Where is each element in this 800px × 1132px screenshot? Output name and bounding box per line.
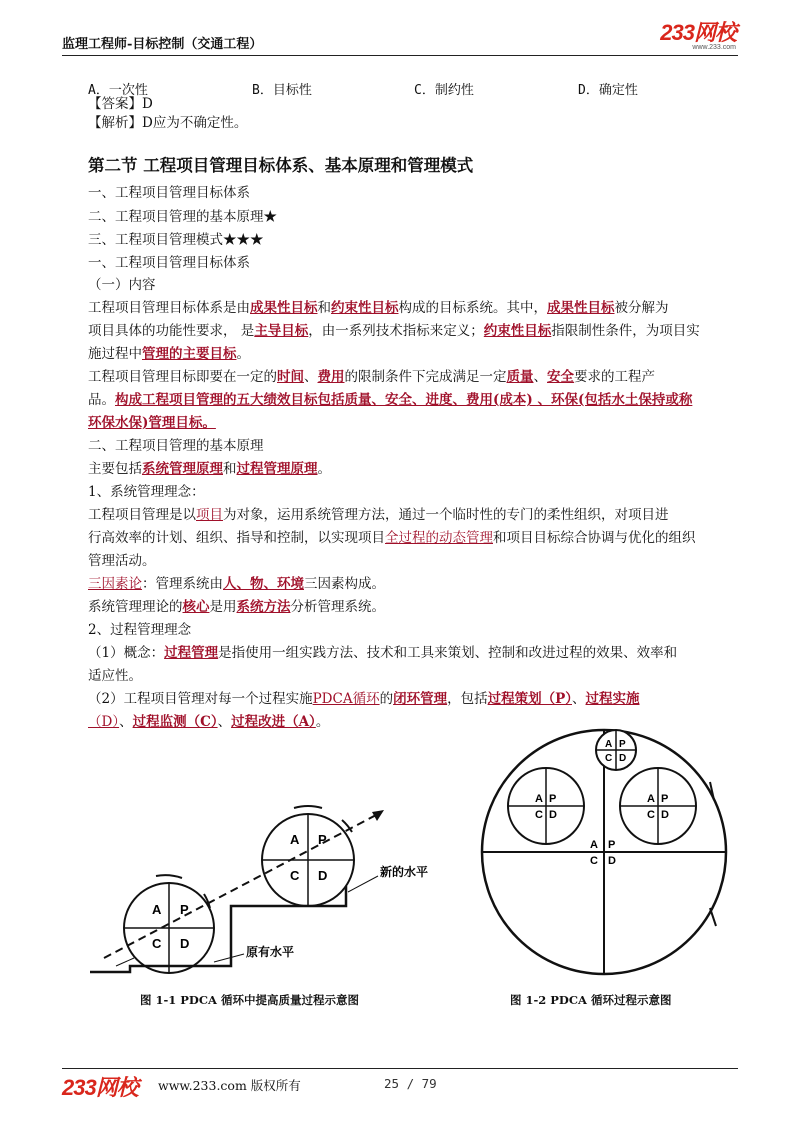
para-8-line-2: （D）、过程监测（C）、过程改进（A）。 [88,714,330,730]
option-c: C．制约性 [414,83,474,98]
para-6: 系统管理理论的核心是用系统方法分析管理系统。 [88,599,385,615]
center-label-d: D [608,855,616,867]
para-4-line-3: 管理活动。 [88,553,156,569]
subheading-1: 一、工程项目管理目标体系 [88,255,250,271]
center-label-a: A [590,839,598,851]
para-4-line-1: 工程项目管理是以项目为对象，运用系统管理方法，通过一个临时性的专门的柔性组织，对项目进 [88,507,669,523]
right-label-d: D [661,809,669,821]
para-8-line-1: （2）工程项目管理对每一个过程实施PDCA循环的闭环管理，包括过程策划（P）、过程实施 [88,691,640,707]
right-label-c: C [647,809,655,821]
upper-label-d: D [318,868,328,883]
header-divider [62,55,738,56]
outline-item-1: 一、工程项目管理目标体系 [88,185,250,201]
new-level-label: 新的水平 [380,865,429,879]
left-label-c: C [535,809,543,821]
outline-item-2: 二、工程项目管理的基本原理★ [88,209,277,225]
logo-url: www.233.com [692,44,736,51]
answer: 【答案】D [88,96,153,112]
right-label-p: P [661,793,669,805]
footer-copyright: www.233.com 版权所有 [158,1078,301,1093]
header-title: 监理工程师-目标控制（交通工程） [62,37,263,52]
small-label-d: D [619,753,627,764]
para-3: 主要包括系统管理原理和过程管理原理。 [88,461,331,477]
old-level-label: 原有水平 [246,945,295,959]
lower-label-d: D [180,936,190,951]
small-label-p: P [619,739,626,750]
figure-pdca-cycle [478,722,728,982]
subheading-system: 1、系统管理理念： [88,484,205,500]
para-2-line-1: 工程项目管理目标即要在一定的时间、费用的限制条件下完成满足一定质量、安全要求的工程产 [88,369,655,385]
para-1-line-3: 施过程中管理的主要目标。 [88,346,250,362]
left-label-d: D [549,809,557,821]
left-label-p: P [549,793,557,805]
figure-pdca-quality [86,790,429,980]
lower-label-p: P [180,902,189,917]
outline-item-3: 三、工程项目管理模式★★★ [88,232,264,248]
left-label-a: A [535,793,543,805]
option-b: B．目标性 [252,83,312,98]
brand-logo [660,22,736,52]
upper-label-c: C [290,868,300,883]
figure-2-caption: 图 1-2 PDCA 循环过程示意图 [510,993,672,1007]
improvement-arrow [104,814,378,958]
content-label: （一）内容 [88,277,156,293]
subheading-process: 2、过程管理理念 [88,622,192,638]
para-7-line-1: （1）概念：过程管理是指使用一组实践方法、技术和工具来策划、控制和改进过程的效果、效率和 [88,645,678,661]
small-label-c: C [605,753,613,764]
para-1-line-1: 工程项目管理目标体系是由成果性目标和约束性目标构成的目标系统。其中，成果性目标被分解为 [88,300,669,316]
option-d: D．确定性 [578,83,638,98]
lower-label-a: A [152,902,162,917]
analysis: 【解析】D应为不确定性。 [88,115,248,131]
logo-text: 233网校 [660,20,736,45]
center-label-p: P [608,839,616,851]
page-number: 25 / 79 [384,1076,437,1091]
right-label-a: A [647,793,655,805]
footer-divider [62,1068,738,1069]
para-2-line-3: 环保水保)管理目标。 [88,415,216,431]
footer-logo: 233网校 [62,1075,138,1100]
para-5: 三因素论：管理系统由人、物、环境三因素构成。 [88,576,385,592]
center-label-c: C [590,855,598,867]
para-4-line-2: 行高效率的计划、组织、指导和控制，以实现项目全过程的动态管理和项目目标综合协调与优化的组织 [88,530,696,546]
para-1-line-2: 项目具体的功能性要求， 是主导目标，由一系列技术指标来定义；约束性目标指限制性条件，为项目实 [88,323,700,339]
figure-1-caption: 图 1-1 PDCA 循环中提高质量过程示意图 [140,993,359,1007]
para-7-line-2: 适应性。 [88,668,142,684]
option-a: A．一次性 [88,83,148,98]
lower-label-c: C [152,936,162,951]
section-title: 第二节 工程项目管理目标体系、基本原理和管理模式 [88,156,474,175]
upper-label-p: P [318,832,327,847]
subheading-2: 二、工程项目管理的基本原理 [88,438,264,454]
para-2-line-2: 品。构成工程项目管理的五大绩效目标包括质量、安全、进度、费用(成本) 、环保(包括水土保持或称 [88,392,693,408]
upper-label-a: A [290,832,300,847]
small-label-a: A [605,739,613,750]
